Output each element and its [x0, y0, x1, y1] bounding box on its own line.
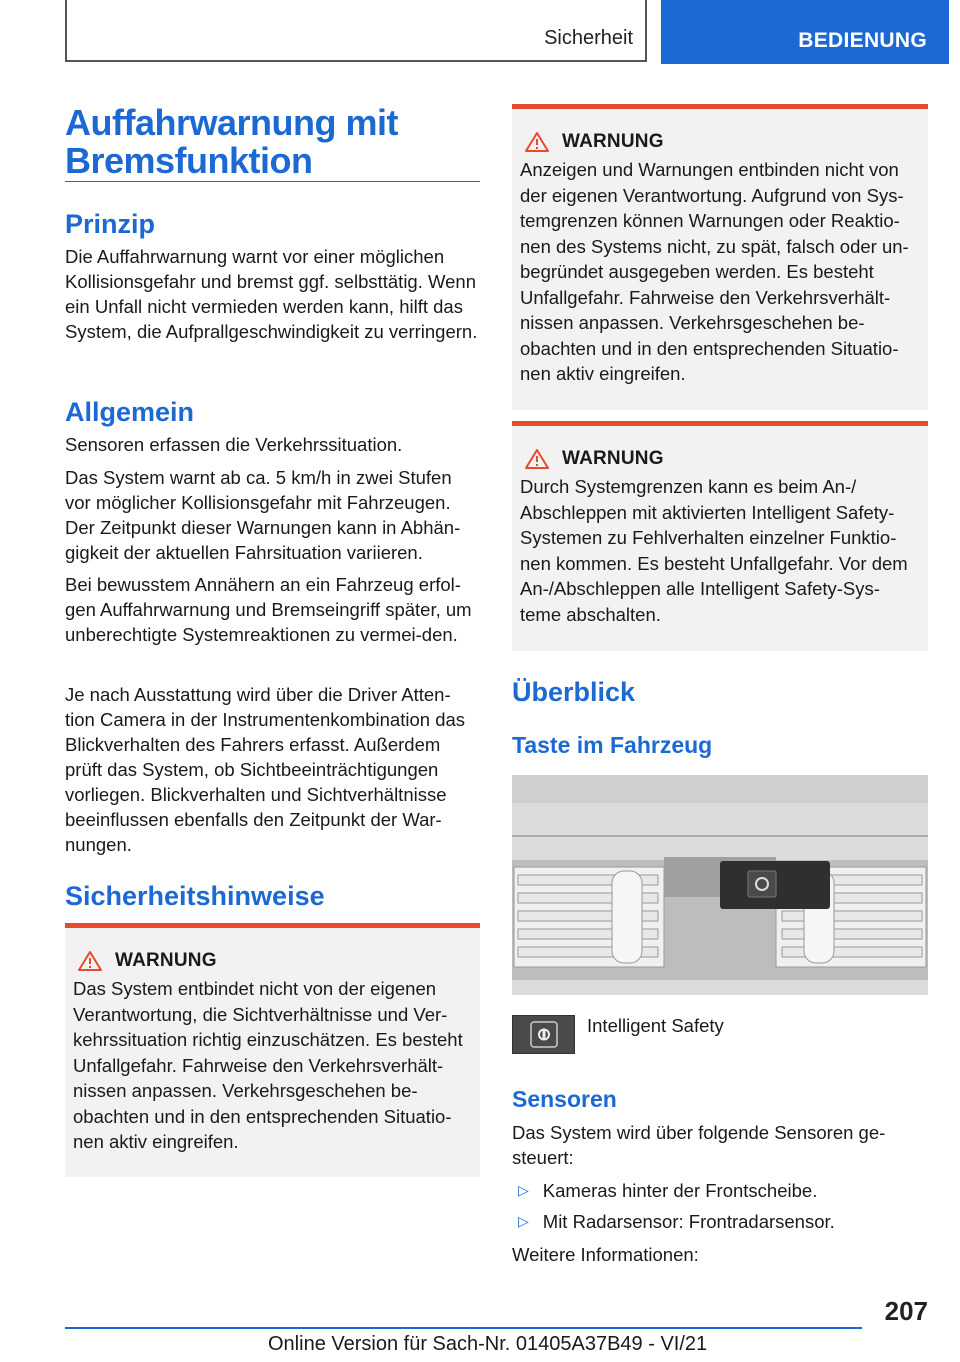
chapter-label: BEDIENUNG	[798, 29, 927, 52]
list-item	[512, 1178, 817, 1203]
section-label: Sicherheit	[544, 27, 633, 49]
footer-online-version: Online Version für Sach-Nr. 01405A37B49 - VI/21	[268, 1333, 708, 1355]
list-item-text: Mit Radarsensor: Frontradarsensor.	[542, 1211, 835, 1232]
page-title: Auffahrwarnung mit Bremsfunktion	[65, 102, 398, 181]
warning-triangle-icon	[524, 131, 550, 153]
list-item	[512, 1209, 835, 1234]
footer-rule	[65, 1327, 862, 1329]
warning-box-1	[65, 923, 480, 1177]
warning-title: WARNUNG	[115, 950, 217, 971]
heading-prinzip: Prinzip	[65, 209, 156, 239]
vehicle-button-photo	[512, 775, 928, 995]
heading-allgemein: Allgemein	[65, 397, 195, 427]
warning-box-2	[512, 104, 928, 410]
allgemein-p1: Sensoren erfassen die Verkehrssituation.	[65, 434, 403, 455]
warning-text: Anzeigen und Warnungen entbinden nicht von der eigenen Verantwortung. Aufgrund von Sys-temgrenzen können Warnungen oder Reaktio-nen des Systems nicht, zu spät, falsch oder un-begründet ausgegeben werden. Es besteht Unfallgefahr. Fahrweise den Verkehrsverhält-nissen anpassen. Verkehrsgeschehen be-obachten und in den entsprechenden Situatio-nen aktiv eingreifen.	[520, 159, 909, 384]
page-number: 207	[884, 1296, 928, 1326]
heading-sicherheitshinweise: Sicherheitshinweise	[65, 881, 325, 911]
bullet-triangle-icon: ▷	[518, 1213, 529, 1229]
warning-title: WARNUNG	[562, 131, 664, 152]
heading-sensoren: Sensoren	[512, 1086, 617, 1112]
title-rule	[65, 181, 480, 182]
allgemein-p3: Bei bewusstem Annähern an ein Fahrzeug erfol-gen Auffahrwarnung und Bremseingriff später, um unberechtigte Systemreaktionen zu vermei-den.	[65, 574, 472, 645]
warning-text: Durch Systemgrenzen kann es beim An-/ Abschleppen mit aktivierten Intelligent Safety-Systemen zu Fehlverhalten einzelner Funktio-nen kommen. Es besteht Unfallgefahr. Vor dem An-/Abschleppen alle Intelligent Safety-Sys-teme abschalten.	[520, 476, 908, 625]
allgemein-p2: Das System warnt ab ca. 5 km/h in zwei Stufen vor möglicher Kollisionsgefahr mit Fahrzeugen. Der Zeitpunkt dieser Warnungen kann in Abhän-gigkeit der aktuellen Fahrsituation variieren.	[65, 467, 461, 563]
warning-text: Das System entbindet nicht von der eigenen Verantwortung, die Sichtverhältnisse und Ver-kehrssituation richtig einzuschätzen. Es besteht Unfallgefahr. Fahrweise den Verkehrsverhält-nissen anpassen. Verkehrsgeschehen be-obachten und in den entsprechenden Situatio-nen aktiv eingreifen.	[73, 978, 463, 1152]
list-item-text: Kameras hinter der Frontscheibe.	[542, 1180, 818, 1201]
warning-box-3	[512, 421, 928, 651]
legend-label: Intelligent Safety	[587, 1015, 724, 1036]
sensoren-intro: Das System wird über folgende Sensoren ge-steuert:	[512, 1122, 886, 1168]
prinzip-text: Die Auffahrwarnung warnt vor einer möglichen Kollisionsgefahr und bremst ggf. selbsttätig. Wenn ein Unfall nicht vermieden werden kann, hilft das System, die Aufprallgeschwindigkeit zu verringern.	[65, 246, 478, 342]
intelligent-safety-button-icon	[512, 1015, 575, 1054]
heading-ueberblick: Überblick	[512, 677, 636, 707]
heading-taste: Taste im Fahrzeug	[512, 732, 713, 758]
section-tab	[65, 0, 647, 62]
dashboard-vents-illustration	[512, 775, 928, 995]
bullet-triangle-icon: ▷	[518, 1182, 529, 1198]
allgemein-p4: Je nach Ausstattung wird über die Driver Atten-tion Camera in der Instrumentenkombination das Blickverhalten des Fahrers erfasst. Außerdem prüft das System, ob Sichtbeeinträchtigungen vorliegen. Blickverhalten und Sichtverhältnisse beeinflussen ebenfalls den Zeitpunkt der War-nungen.	[65, 684, 466, 855]
warning-triangle-icon	[77, 950, 103, 972]
warning-title: WARNUNG	[562, 448, 664, 469]
weitere-informationen: Weitere Informationen:	[512, 1244, 699, 1265]
chapter-tab	[661, 0, 949, 64]
warning-triangle-icon	[524, 448, 550, 470]
